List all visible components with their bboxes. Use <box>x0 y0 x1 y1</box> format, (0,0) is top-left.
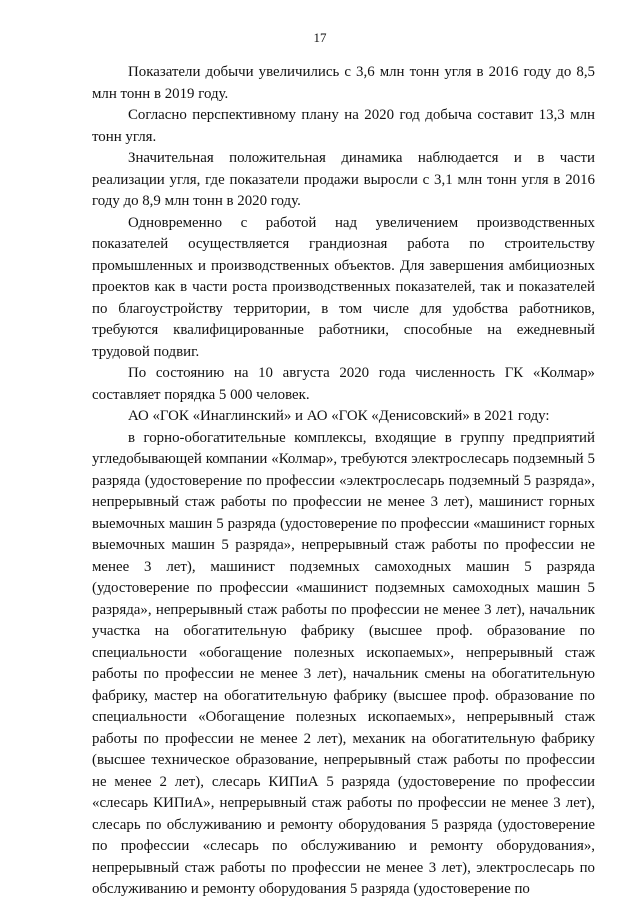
page-number: 17 <box>313 30 327 45</box>
paragraph-coal-production: Показатели добычи увеличились с 3,6 млн тонн угля в 2016 году до 8,5 млн тонн в 2019 году. <box>92 64 595 102</box>
paragraph-construction: Одновременно с работой над увеличением производственных показателей осуществляется грандиозная работа по строительству промышленных и производственных объектов. Для завершения амбициозных проектов как в части роста производственных показателей, так и показателей по благоустройству территории, в том числе для удобства работников, требуются квалифицированные работники, способные на ежедневный трудовой подвиг. <box>92 214 595 360</box>
paragraph-sales-dynamics: Значительная положительная динамика наблюдается и в части реализации угля, где показатели продажи выросли с 3,1 млн тонн угля в 2016 году до 8,9 млн тонн в 2020 году. <box>92 150 595 209</box>
document-body <box>92 62 595 901</box>
paragraph-headcount: По состоянию на 10 августа 2020 года численность ГК «Колмар» составляет порядка 5 000 человек. <box>92 365 595 403</box>
paragraph-vacancies: в горно-обогатительные комплексы, входящие в группу предприятий угледобывающей компании «Колмар», требуются электрослесарь подземный 5 разряда (удостоверение по профессии «электрослесарь подземный 5 разряда», непрерывный стаж работы по профессии не менее 3 лет), машинист горных выемочных машин 5 разряда (удостоверение по профессии «машинист горных выемочных машин 5 разряда», непрерывный стаж работы по профессии не менее 3 лет), машинист подземных самоходных машин 5 разряда (удостоверение по профессии «машинист подземных самоходных машин 5 разряда», непрерывный стаж работы по профессии не менее 3 лет), начальник участка на обогатительную фабрику (высшее проф. образование по специальности «обогащение полезных ископаемых», непрерывный стаж работы по профессии не менее 3 лет), начальник смены на обогатительную фабрику, мастер на обогатительную фабрику (высшее проф. образование по специальности «Обогащение полезных ископаемых», непрерывный стаж работы по профессии не менее 2 лет), механик на обогатительную фабрику (высшее техническое образование, непрерывный стаж работы по профессии не менее 2 лет), слесарь КИПиА 5 разряда (удостоверение по профессии «слесарь КИПиА», непрерывный стаж работы по профессии не менее 3 лет), слесарь по обслуживанию и ремонту оборудования 5 разряда (удостоверение по профессии «слесарь по обслуживанию и ремонту оборудования», непрерывный стаж работы по профессии не менее 3 лет), электрослесарь по обслуживанию и ремонту оборудования 5 разряда (удостоверение по <box>92 429 595 897</box>
paragraph-companies-heading: АО «ГОК «Инаглинский» и АО «ГОК «Денисовский» в 2021 году: <box>128 408 550 424</box>
paragraph-production-plan: Согласно перспективному плану на 2020 год добыча составит 13,3 млн тонн угля. <box>92 107 595 145</box>
